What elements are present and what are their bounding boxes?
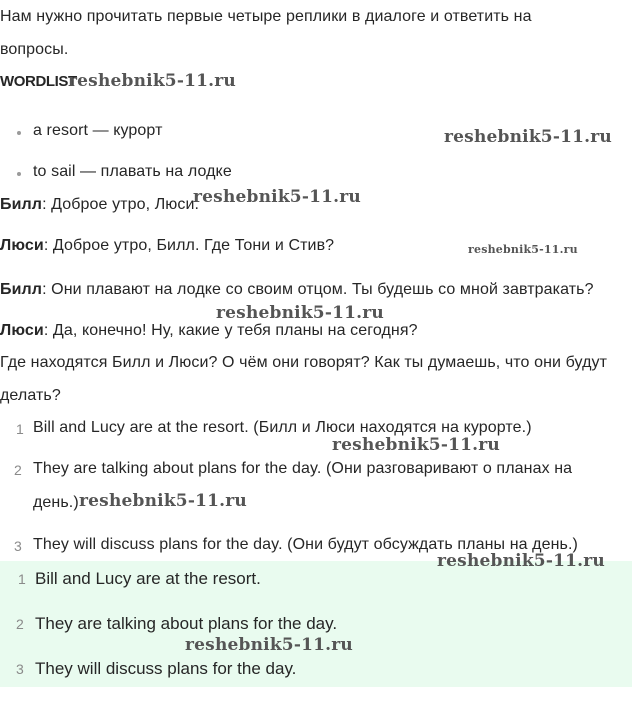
dialogue-line <box>0 237 334 255</box>
speaker-name: Билл <box>0 281 43 298</box>
wordlist-item: to sail — плавать на лодке <box>33 163 232 180</box>
answer-number: 3 <box>14 538 22 554</box>
questions-line-2: делать? <box>0 387 61 404</box>
watermark: reshebnik5-11.ru <box>468 243 578 256</box>
watermark: reshebnik5-11.ru <box>68 71 236 91</box>
watermark: reshebnik5-11.ru <box>332 435 500 455</box>
dialogue-text: : Доброе утро, Билл. Где Тони и Стив? <box>43 237 335 254</box>
watermark: reshebnik5-11.ru <box>444 127 612 147</box>
answer-final: They are talking about plans for the day. <box>35 614 338 633</box>
answer-number: 1 <box>18 571 26 587</box>
answer-explained: They are talking about plans for the day. (Они разговаривают о планах на <box>33 460 573 477</box>
bullet-dot <box>17 172 21 176</box>
speaker-name: Люси <box>0 237 44 254</box>
dialogue-text: : Да, конечно! Ну, какие у тебя планы на сегодня? <box>43 322 418 339</box>
answer-explained-cont: день.) <box>33 494 79 511</box>
answer-number: 2 <box>14 462 22 478</box>
speaker-name: Билл <box>0 196 43 213</box>
answer-explained: Bill and Lucy are at the resort. (Билл и Люси находятся на курорте.) <box>33 419 532 436</box>
dialogue-text: : Доброе утро, Люси. <box>42 196 200 213</box>
dialogue-line <box>0 322 418 340</box>
watermark: reshebnik5-11.ru <box>437 551 605 571</box>
watermark: reshebnik5-11.ru <box>216 303 384 323</box>
dialogue-line <box>0 196 199 214</box>
watermark: reshebnik5-11.ru <box>193 187 361 207</box>
wordlist-title: WORDLIST <box>0 73 77 90</box>
questions-line-1: Где находятся Билл и Люси? О чём они говорят? Как ты думаешь, что они будут <box>0 354 608 371</box>
answer-number: 2 <box>16 616 24 632</box>
intro-line-1: Нам нужно прочитать первые четыре реплики в диалоге и ответить на <box>0 8 532 25</box>
answer-final: Bill and Lucy are at the resort. <box>35 569 261 588</box>
answer-explained: They will discuss plans for the day. (Они будут обсуждать планы на день.) <box>33 536 578 553</box>
dialogue-line <box>0 281 594 299</box>
watermark: reshebnik5-11.ru <box>79 491 247 511</box>
intro-line-2: вопросы. <box>0 41 69 58</box>
bullet-dot <box>17 131 21 135</box>
answer-number: 3 <box>16 661 24 677</box>
answer-final: They will discuss plans for the day. <box>35 659 297 678</box>
answer-number: 1 <box>16 421 24 437</box>
wordlist-item: a resort — курорт <box>33 122 163 139</box>
speaker-name: Люси <box>0 322 44 339</box>
watermark: reshebnik5-11.ru <box>185 635 353 655</box>
dialogue-text: : Они плавают на лодке со своим отцом. Ты будешь со мной завтракать? <box>42 281 594 298</box>
